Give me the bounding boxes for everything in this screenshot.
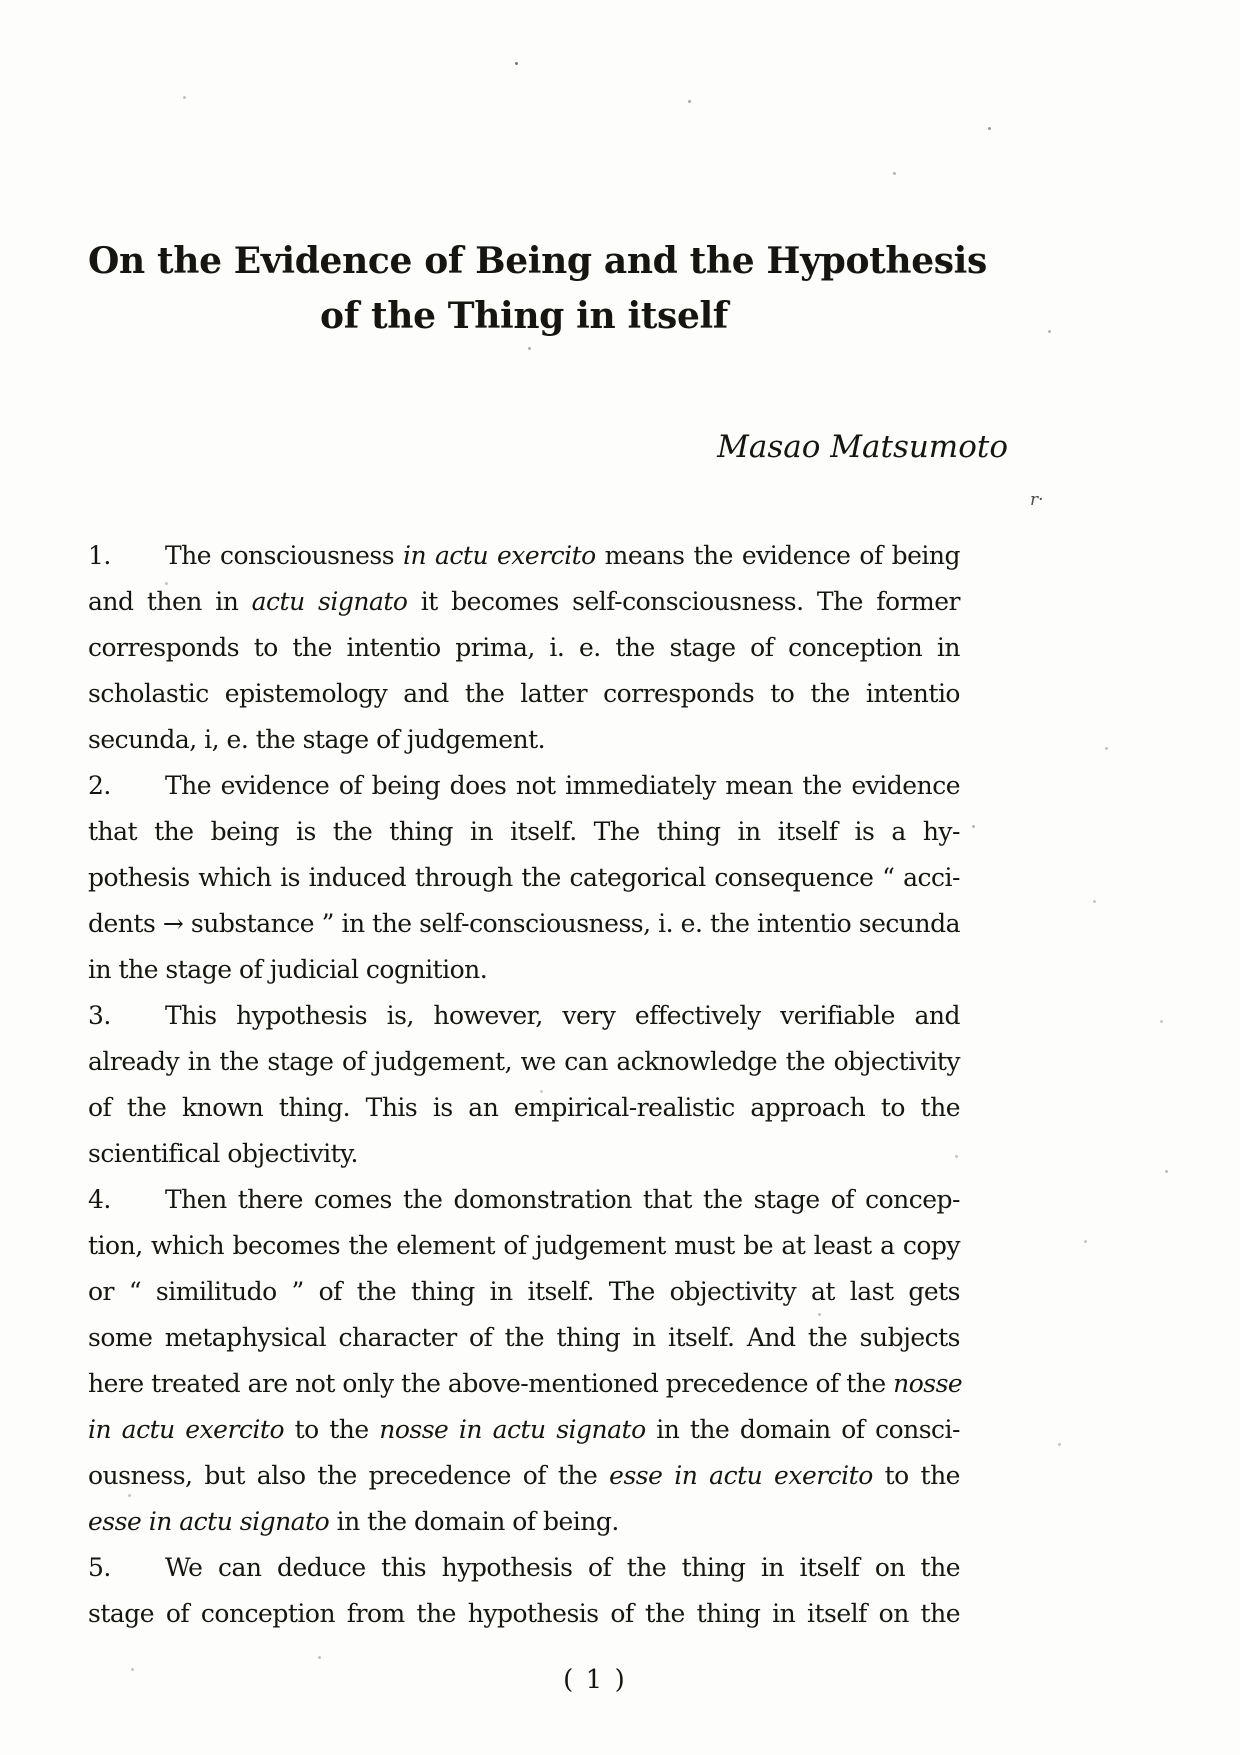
- text-segment: that the being is the thing in itself. The thing in itself is a hy-: [88, 817, 960, 846]
- text-segment: tion, which becomes the element of judgement must be at least a copy: [88, 1231, 960, 1260]
- paragraph-number: 4.: [88, 1185, 111, 1214]
- latin-phrase: esse in actu exercito: [609, 1461, 873, 1490]
- text-segment: some metaphysical character of the thing in itself. And the subjects: [88, 1323, 960, 1352]
- text-segment: scientifical objectivity.: [88, 1139, 358, 1168]
- text-segment: of the known thing. This is an empirical-realistic approach to the: [88, 1093, 960, 1122]
- text-line: [88, 1315, 960, 1361]
- paragraph: [88, 763, 960, 993]
- text-segment: dents → substance ” in the self-consciousness, i. e. the intentio secunda: [88, 909, 960, 938]
- paragraph-number: 5.: [88, 1553, 111, 1582]
- text-segment: means the evidence of being: [595, 541, 961, 570]
- text-segment: ousness, but also the precedence of the: [88, 1461, 610, 1490]
- text-segment: The evidence of being does not immediately mean the evidence: [165, 771, 960, 800]
- text-line: [88, 1453, 960, 1499]
- text-segment: and then in: [88, 587, 252, 616]
- text-segment: here treated are not only the above-mentioned precedence of the: [88, 1369, 894, 1398]
- text-segment: corresponds to the intentio prima, i. e. the stage of conception in: [88, 633, 960, 662]
- text-line: [88, 1085, 960, 1131]
- text-segment: in the domain of being.: [329, 1507, 619, 1536]
- paragraph: [88, 1545, 960, 1637]
- text-segment: We can deduce this hypothesis of the thing in itself on the: [165, 1553, 960, 1582]
- text-segment: This hypothesis is, however, very effectively verifiable and: [165, 1001, 960, 1030]
- page-number: ( 1 ): [563, 1665, 627, 1695]
- text-line: [88, 1039, 960, 1085]
- text-segment: scholastic epistemology and the latter corresponds to the intentio: [88, 679, 960, 708]
- text-line: [88, 625, 960, 671]
- latin-phrase: in actu exercito: [88, 1415, 285, 1444]
- paragraph-number: 2.: [88, 771, 111, 800]
- text-segment: Then there comes the domonstration that the stage of concep-: [165, 1185, 960, 1214]
- paragraph-number: 1.: [88, 541, 111, 570]
- latin-phrase: nosse: [893, 1369, 963, 1398]
- text-line: [88, 1223, 960, 1269]
- text-line: [88, 1591, 960, 1637]
- text-segment: in the domain of consci-: [645, 1415, 960, 1444]
- text-line: [88, 763, 960, 809]
- text-segment: secunda, i, e. the stage of judgement.: [88, 725, 546, 754]
- paragraph: [88, 993, 960, 1177]
- text-line: [88, 901, 960, 947]
- text-line: [88, 1177, 960, 1223]
- latin-phrase: in actu exercito: [402, 541, 596, 570]
- text-line: [88, 1361, 963, 1407]
- text-segment: to the: [284, 1415, 380, 1444]
- title-line-1: On the Evidence of Being and the Hypothesis: [88, 240, 987, 282]
- text-line: [88, 809, 960, 855]
- text-line: [88, 993, 960, 1039]
- text-line: [88, 947, 960, 993]
- author-name: Masao Matsumoto: [717, 429, 1008, 465]
- text-segment: it becomes self-consciousness. The former: [407, 587, 960, 616]
- scan-artifact-mark: r·: [1030, 490, 1044, 510]
- latin-phrase: actu signato: [251, 587, 408, 616]
- document-body: [88, 533, 963, 1637]
- text-segment: already in the stage of judgement, we can acknowledge the objectivity: [88, 1047, 960, 1076]
- text-segment: pothesis which is induced through the categorical consequence “ acci-: [88, 863, 960, 892]
- text-line: [88, 1407, 960, 1453]
- text-line: [88, 1499, 960, 1545]
- latin-phrase: esse in actu signato: [88, 1507, 330, 1536]
- latin-phrase: nosse in actu signato: [379, 1415, 646, 1444]
- title-line-2: of the Thing in itself: [320, 295, 728, 337]
- text-segment: to the: [872, 1461, 960, 1490]
- text-line: [88, 533, 960, 579]
- text-line: [88, 855, 960, 901]
- text-segment: in the stage of judicial cognition.: [88, 955, 488, 984]
- text-line: [88, 671, 960, 717]
- text-line: [88, 1545, 960, 1591]
- text-segment: stage of conception from the hypothesis of the thing in itself on the: [88, 1599, 960, 1628]
- text-segment: The consciousness: [165, 541, 403, 570]
- document-title: [88, 234, 987, 344]
- paragraph: [88, 533, 960, 763]
- text-line: [88, 1269, 960, 1315]
- text-line: [88, 1131, 960, 1177]
- paragraph-number: 3.: [88, 1001, 111, 1030]
- text-line: [88, 579, 960, 625]
- paragraph: [88, 1177, 963, 1545]
- text-line: [88, 717, 960, 763]
- text-segment: or “ similitudo ” of the thing in itself. The objectivity at last gets: [88, 1277, 960, 1306]
